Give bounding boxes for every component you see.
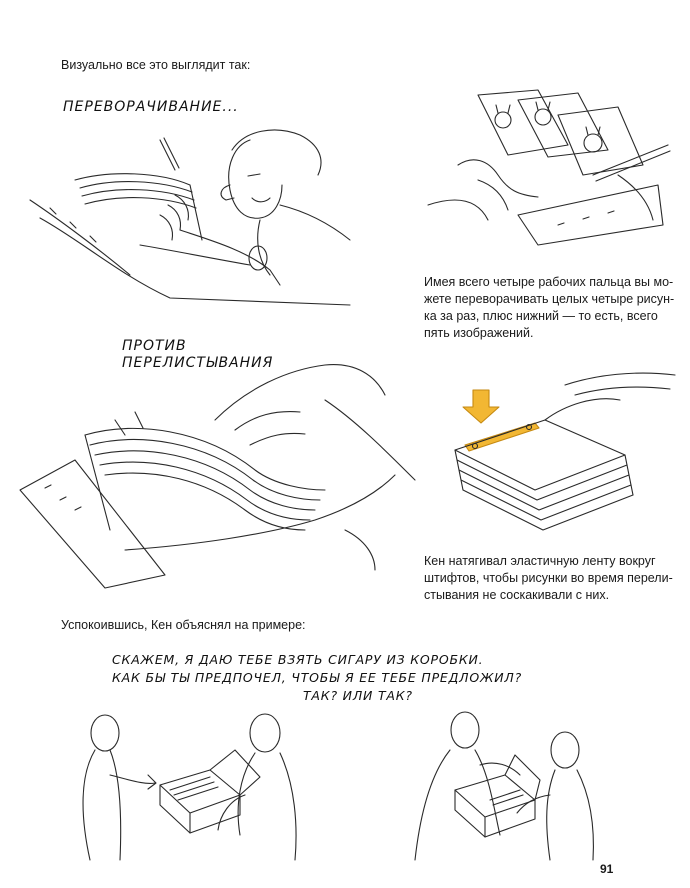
calm-text: Успокоившись, Кен объяснял на примере: [61, 618, 306, 632]
speech [112, 651, 522, 705]
speech-line: СКАЖЕМ, Я ДАЮ ТЕБЕ ВЗЯТЬ СИГАРУ ИЗ КОРОБКИ. [112, 652, 484, 667]
label-flipping: ПЕРЕВОРАЧИВАНИЕ... [63, 99, 239, 115]
caption-band [424, 553, 680, 604]
caption-fingers-line: ка за раз, плюс нижний — то есть, всего [424, 309, 658, 323]
caption-band-line: стывания не соскакивали с них. [424, 588, 610, 602]
sketch-offer-right [395, 705, 635, 865]
arrow-icon [463, 390, 499, 423]
page-number: 91 [600, 862, 614, 876]
label-versus-line2: ПЕРЕЛИСТЫВАНИЯ [122, 355, 274, 371]
sketch-band-stack [445, 365, 680, 540]
label-versus-line1: ПРОТИВ [122, 338, 187, 354]
sketch-offer-left [60, 705, 320, 865]
caption-fingers-line: пять изображений. [424, 326, 534, 340]
speech-line: КАК БЫ ТЫ ПРЕДПОЧЕЛ, ЧТОБЫ Я ЕЕ ТЕБЕ ПРЕДЛОЖИЛ? [112, 670, 523, 685]
intro-text: Визуально все это выглядит так: [61, 58, 251, 72]
caption-fingers-line: Имея всего четыре рабочих пальца вы мо- [424, 275, 674, 289]
caption-band-line: штифтов, чтобы рисунки во время перели- [424, 571, 673, 585]
caption-fingers [424, 274, 680, 342]
sketch-fingers-drawings [418, 85, 673, 260]
caption-band-line: Кен натягивал эластичную ленту вокруг [424, 554, 656, 568]
sketch-riffling [15, 360, 425, 590]
speech-line: ТАК? ИЛИ ТАК? [303, 688, 413, 703]
caption-fingers-line: жете переворачивать целых четыре рисун- [424, 292, 675, 306]
sketch-man-flipping [20, 100, 355, 315]
